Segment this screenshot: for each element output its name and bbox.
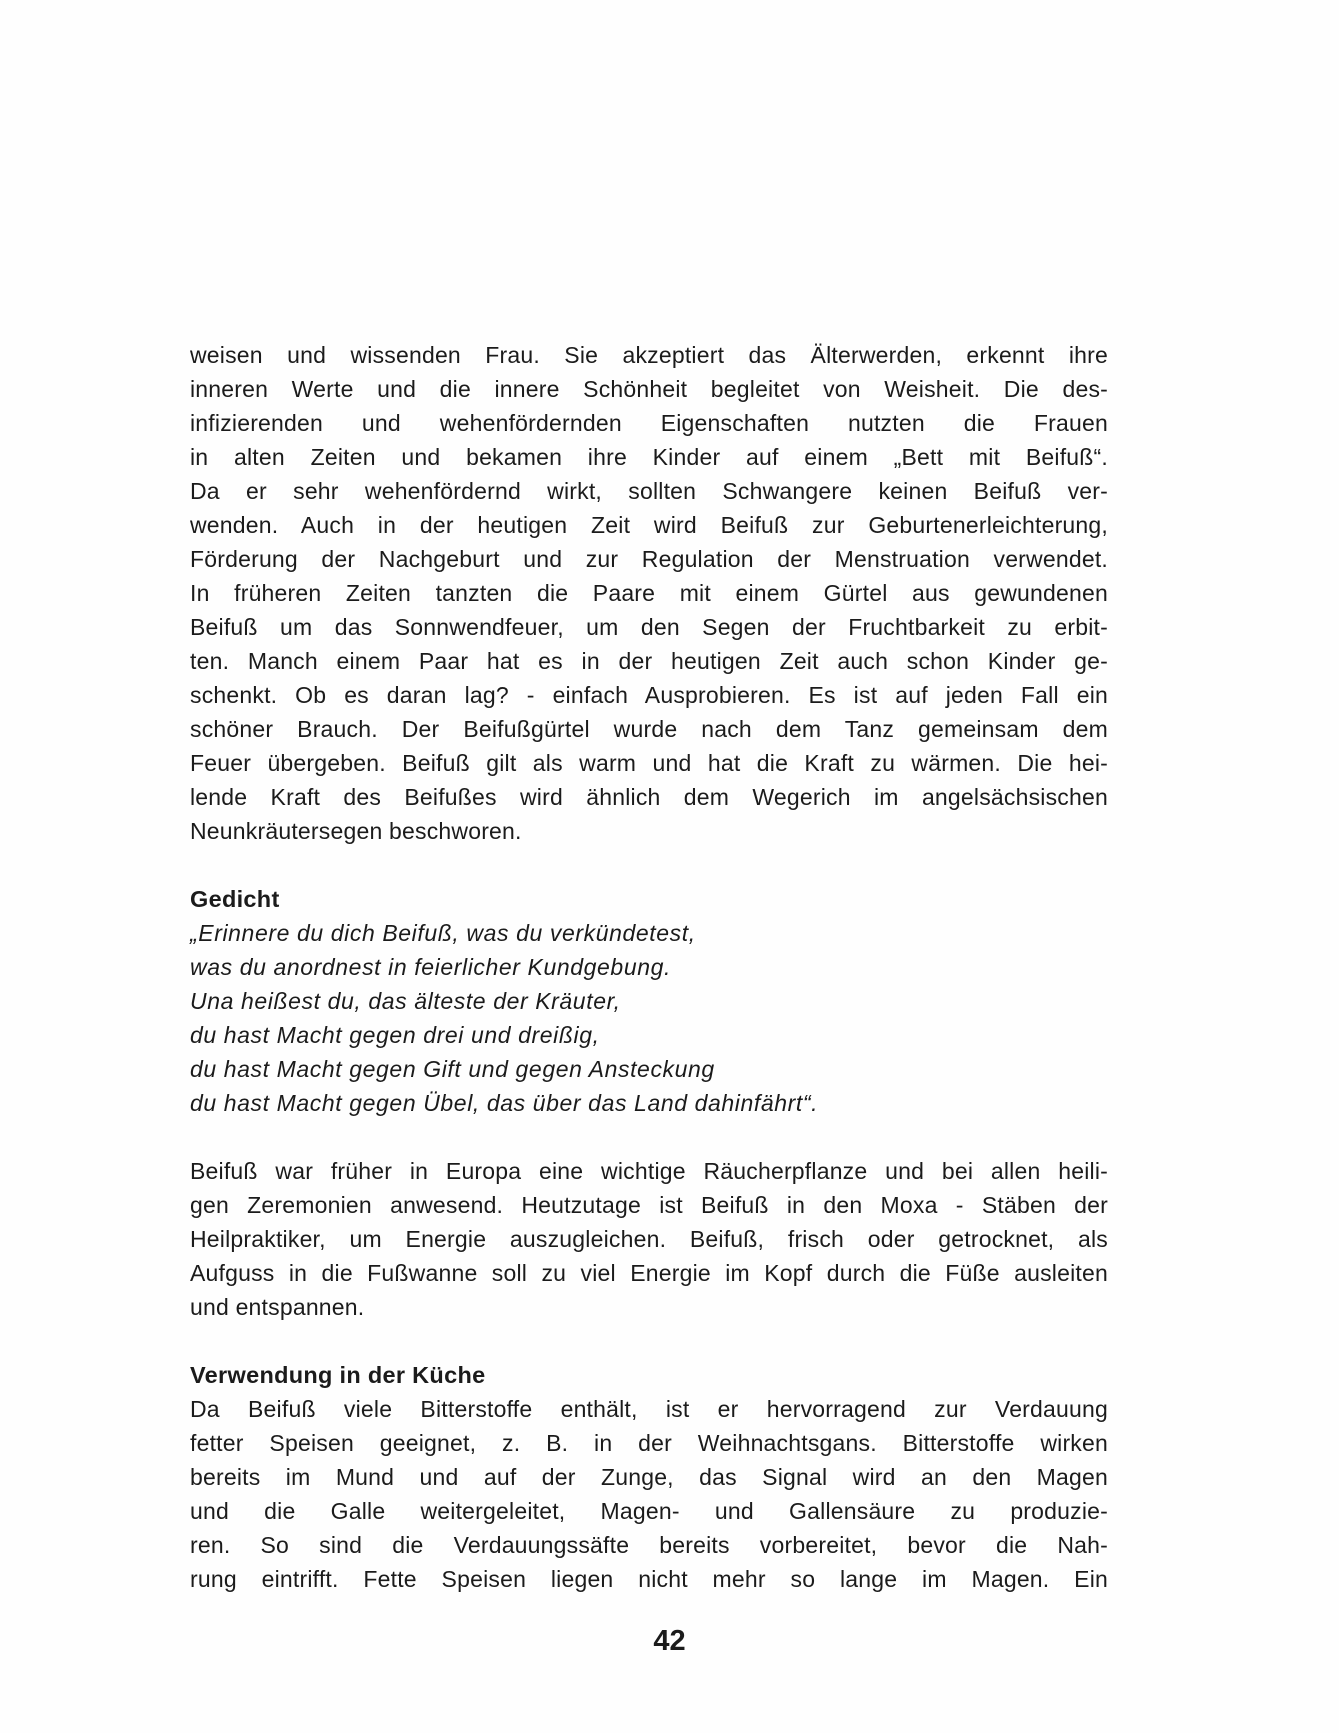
text-line: weisen und wissenden Frau. Sie akzeptiert das Älterwerden, erkennt ihre — [190, 342, 1108, 368]
text-line: wenden. Auch in der heutigen Zeit wird Beifuß zur Geburtenerleichterung, — [190, 512, 1108, 538]
poem-heading: Gedicht — [190, 886, 280, 912]
text-line: Förderung der Nachgeburt und zur Regulation der Menstruation verwendet. — [190, 546, 1108, 572]
text-line: lende Kraft des Beifußes wird ähnlich dem Wegerich im angelsächsischen — [190, 784, 1108, 810]
text-line: fetter Speisen geeignet, z. B. in der Weihnachtsgans. Bitterstoffe wirken — [190, 1430, 1108, 1456]
text-line: „Erinnere du dich Beifuß, was du verkündetest, — [190, 920, 696, 946]
text-line: und entspannen. — [190, 1294, 365, 1320]
intro-paragraph — [190, 338, 1108, 848]
text-line: du hast Macht gegen Gift und gegen Ansteckung — [190, 1056, 715, 1082]
text-line: gen Zeremonien anwesend. Heutzutage ist Beifuß in den Moxa - Stäben der — [190, 1192, 1108, 1218]
text-line: Una heißest du, das älteste der Kräuter, — [190, 988, 621, 1014]
text-line: ten. Manch einem Paar hat es in der heutigen Zeit auch schon Kinder ge- — [190, 648, 1108, 674]
text-line: Beifuß um das Sonnwendfeuer, um den Segen der Fruchtbarkeit zu erbit- — [190, 614, 1108, 640]
text-line: Da Beifuß viele Bitterstoffe enthält, ist er hervorragend zur Verdauung — [190, 1396, 1108, 1422]
page-number: 42 — [653, 1625, 686, 1657]
text-line: Aufguss in die Fußwanne soll zu viel Energie im Kopf durch die Füße ausleiten — [190, 1260, 1108, 1286]
text-line: du hast Macht gegen Übel, das über das Land dahinfährt“. — [190, 1090, 819, 1116]
kitchen-paragraph — [190, 1392, 1108, 1596]
text-line: rung eintrifft. Fette Speisen liegen nicht mehr so lange im Magen. Ein — [190, 1566, 1108, 1592]
text-line: Beifuß war früher in Europa eine wichtige Räucherpflanze und bei allen heili- — [190, 1158, 1108, 1184]
text-line: schöner Brauch. Der Beifußgürtel wurde nach dem Tanz gemeinsam dem — [190, 716, 1108, 742]
text-line: und die Galle weitergeleitet, Magen- und Gallensäure zu produzie- — [190, 1498, 1108, 1524]
text-line: in alten Zeiten und bekamen ihre Kinder auf einem „Bett mit Beifuß“. — [190, 444, 1108, 470]
paragraph-spacer — [190, 1324, 1108, 1358]
text-line: In früheren Zeiten tanzten die Paare mit einem Gürtel aus gewundenen — [190, 580, 1108, 606]
text-line: bereits im Mund und auf der Zunge, das Signal wird an den Magen — [190, 1464, 1108, 1490]
paragraph-spacer — [190, 848, 1108, 882]
kitchen-heading: Verwendung in der Küche — [190, 1362, 486, 1388]
text-line: Heilpraktiker, um Energie auszugleichen. Beifuß, frisch oder getrocknet, als — [190, 1226, 1108, 1252]
text-line: Neunkräutersegen beschworen. — [190, 818, 522, 844]
text-block — [190, 338, 1108, 1596]
text-line: schenkt. Ob es daran lag? - einfach Ausprobieren. Es ist auf jeden Fall ein — [190, 682, 1108, 708]
incense-paragraph — [190, 1154, 1108, 1324]
text-line: du hast Macht gegen drei und dreißig, — [190, 1022, 600, 1048]
text-line: was du anordnest in feierlicher Kundgebung. — [190, 954, 671, 980]
poem — [190, 916, 1108, 1120]
text-line: Da er sehr wehenfördernd wirkt, sollten Schwangere keinen Beifuß ver- — [190, 478, 1108, 504]
text-line: ren. So sind die Verdauungssäfte bereits vorbereitet, bevor die Nah- — [190, 1532, 1108, 1558]
text-line: infizierenden und wehenfördernden Eigenschaften nutzten die Frauen — [190, 410, 1108, 436]
paragraph-spacer — [190, 1120, 1108, 1154]
text-line: Feuer übergeben. Beifuß gilt als warm und hat die Kraft zu wärmen. Die hei- — [190, 750, 1108, 776]
text-line: inneren Werte und die innere Schönheit begleitet von Weisheit. Die des- — [190, 376, 1108, 402]
